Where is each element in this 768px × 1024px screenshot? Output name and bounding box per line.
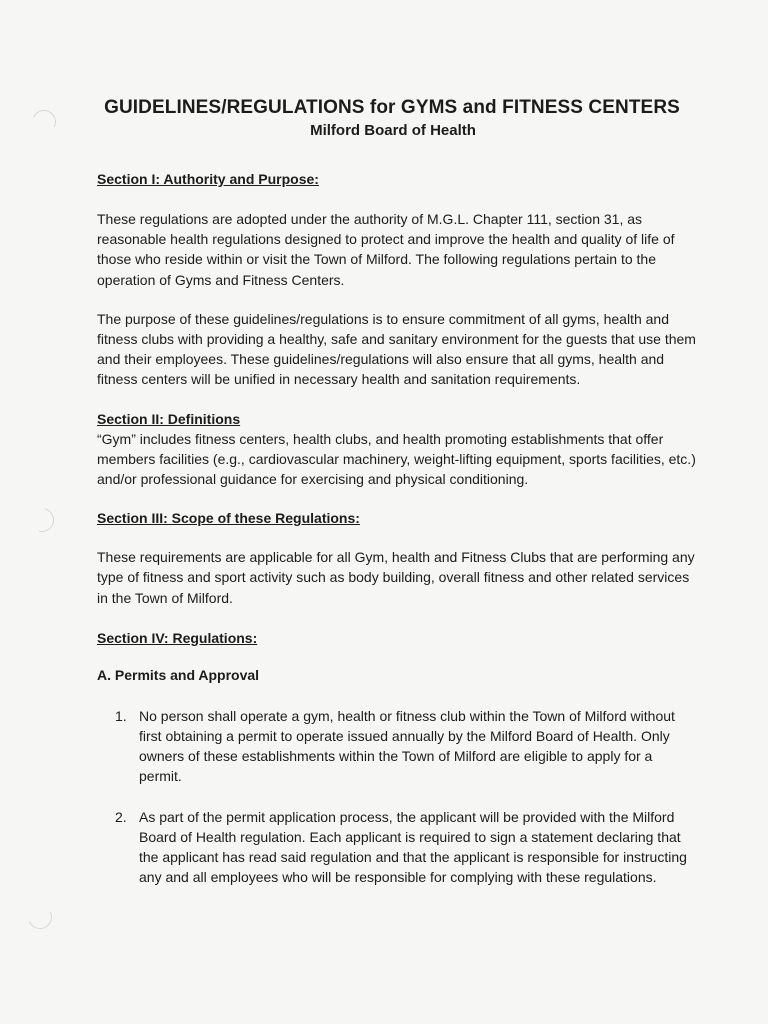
- list-item: [97, 706, 697, 787]
- section-1-paragraph-purpose: The purpose of these guidelines/regulations is to ensure commitment of all gyms, health and fitness clubs with providing a healthy, safe and sanitary environment for the guests that use them and their employees. These guidelines/regulations will also ensure that all gyms, health and fitness centers will be unified in necessary health and sanitation requirements.: [97, 310, 696, 388]
- list-item-number: 1.: [115, 707, 127, 724]
- list-item-text: As part of the permit application process, the applicant will be provided with the Milford Board of Health regulation. Each applicant is required to sign a statement declaring that the applicant has read said regulation and that the applicant is responsible for instructing any and all employees who will be responsible for complying with these regulations.: [139, 808, 687, 886]
- hole-punch-mark-middle: [26, 504, 59, 537]
- subsection-a-heading: A. Permits and Approval: [97, 666, 260, 683]
- document-body: [97, 96, 697, 887]
- section-4-heading: Section IV: Regulations:: [97, 629, 258, 646]
- list-item: [97, 807, 697, 888]
- section-2-heading: Section II: Definitions: [97, 410, 241, 427]
- list-item-text: No person shall operate a gym, health or fitness club within the Town of Milford without first obtaining a permit to operate issued annually by the Milford Board of Health. Only owners of these establishments within the Town of Milford are eligible to apply for a permit.: [139, 707, 675, 785]
- section-3-paragraph-scope: These requirements are applicable for all Gym, health and Fitness Clubs that are performing any type of fitness and sport activity such as body building, overall fitness and other related services in the Town of Milford.: [97, 549, 695, 606]
- document-subtitle: Milford Board of Health: [310, 122, 476, 139]
- document-title: GUIDELINES/REGULATIONS for GYMS and FITNESS CENTERS: [104, 97, 680, 118]
- hole-punch-mark-bottom: [25, 902, 56, 933]
- hole-punch-mark-top: [29, 107, 60, 138]
- section-3-heading: Section III: Scope of these Regulations:: [97, 510, 360, 527]
- regulations-list: [97, 706, 697, 888]
- section-1-paragraph-authority: These regulations are adopted under the authority of M.G.L. Chapter 111, section 31, as reasonable health regulations designed to protect and improve the health and quality of life of those who reside within or visit the Town of Milford. The following regulations pertain to the operation of Gyms and Fitness Centers.: [97, 211, 675, 288]
- section-1-heading: Section I: Authority and Purpose:: [97, 171, 319, 187]
- section-2-paragraph-definition: “Gym” includes fitness centers, health clubs, and health promoting establishments that offer members facilities (e.g., cardiovascular machinery, weight-lifting equipment, sports facilities, etc.) and/or professional guidance for exercising and physical conditioning.: [97, 430, 696, 488]
- list-item-number: 2.: [115, 808, 127, 825]
